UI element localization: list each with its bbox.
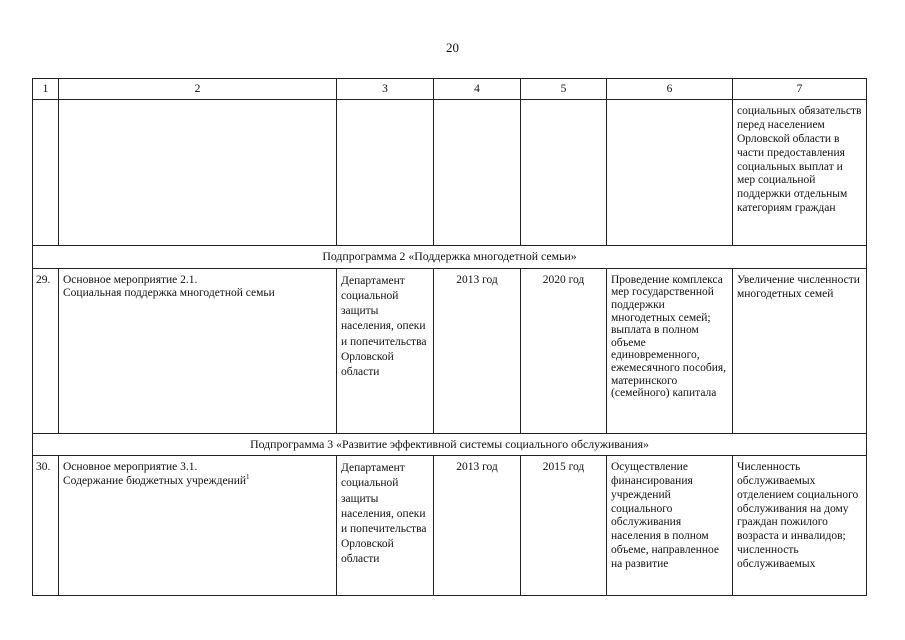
subprogram-row [33,246,867,268]
subprogram-row [33,433,867,455]
table-row [33,268,867,433]
result-cell: Осуществление финансирования учреждений социального обслуживания населения в полном объеме, направленное на развитие [607,456,733,596]
activity-title-text: Содержание бюджетных учреждений [63,474,247,487]
column-header: 4 [434,79,521,100]
table-cell [337,100,434,246]
table-cell [59,100,337,246]
indicator-cell: Увеличение численности многодетных семей [733,268,867,433]
activity-title [63,472,332,488]
column-header: 7 [733,79,867,100]
table-cell [33,100,59,246]
subprogram-3-heading: Подпрограмма 3 «Развитие эффективной системы социального обслуживания» [33,433,867,455]
end-year-cell: 2015 год [521,456,607,596]
column-header: 3 [337,79,434,100]
column-header: 6 [607,79,733,100]
executor-cell: Департамент социальной защиты населения, опеки и попечительства Орловской области [337,268,434,433]
activity-code: Основное мероприятие 3.1. [63,461,198,474]
start-year-cell: 2013 год [434,268,521,433]
column-header: 2 [59,79,337,100]
footnote-mark: 1 [246,472,250,481]
activity-cell [59,268,337,433]
table-cell [521,100,607,246]
program-table [32,78,867,596]
start-year-cell: 2013 год [434,456,521,596]
indicator-cell: Численность обслуживаемых отделением социального обслуживания на дому граждан пожилого возраста и инвалидов; численность обслуживаемых [733,456,867,596]
indicator-cell: социальных обязательств перед населением Орловской области в части предоставления социальных выплат и мер социальной поддержки отдельным категориям граждан [733,100,867,246]
page-number: 20 [446,40,459,55]
end-year-cell: 2020 год [521,268,607,433]
table-row [33,456,867,596]
row-number: 29. [33,268,59,433]
subprogram-2-heading: Подпрограмма 2 «Поддержка многодетной семьи» [33,246,867,268]
column-header: 5 [521,79,607,100]
column-header-row [33,79,867,100]
result-cell: Проведение комплекса мер государственной поддержки многодетных семей; выплата в полном объеме единовременного, ежемесячного пособия, материнского (семейного) капитала [607,268,733,433]
executor-cell: Департамент социальной защиты населения, опеки и попечительства Орловской области [337,456,434,596]
activity-code: Основное мероприятие 2.1. [63,273,198,286]
column-header: 1 [33,79,59,100]
activity-title: Социальная поддержка многодетной семьи [63,287,275,300]
activity-cell [59,456,337,596]
continued-row [33,100,867,246]
table-cell [434,100,521,246]
row-number: 30. [33,456,59,596]
table-cell [607,100,733,246]
